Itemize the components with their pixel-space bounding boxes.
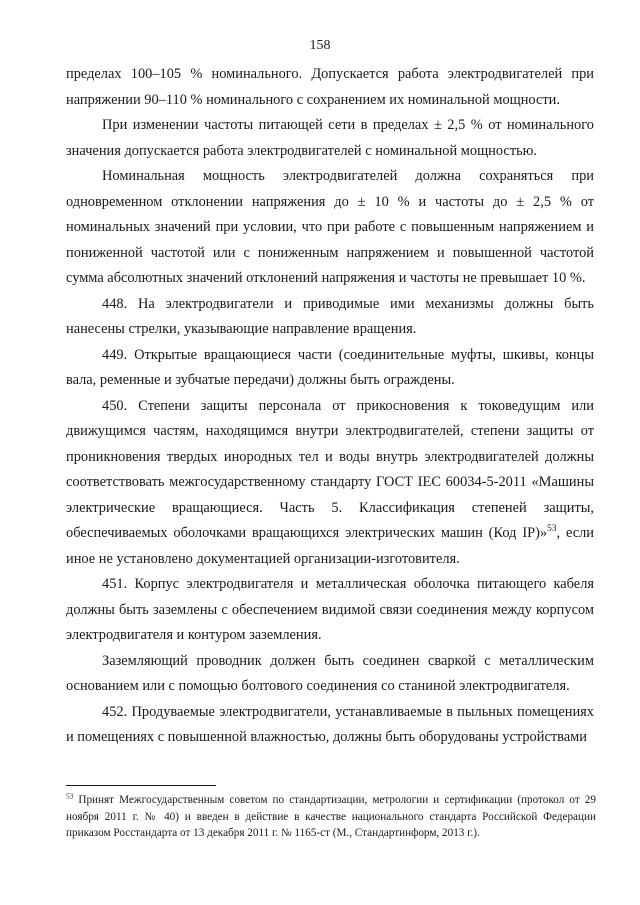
paragraph-grounding: Заземляющий проводник должен быть соединен сваркой с металлическим основанием или с помощью болтового соединения со станиной электродвигателя. — [66, 652, 594, 694]
paragraph-continuation: пределах 100–105 % номинального. Допускается работа электродвигателей при напряжении 90–110 % номинального с сохранением их номинальной мощности. — [66, 66, 594, 108]
paragraph-450-tail: , если иное не установлено документацией организации-изготовителя. — [66, 525, 594, 567]
paragraph-frequency: При изменении частоты питающей сети в пределах ± 2,5 % от номинального значения допускается работа электродвигателей с номинальной мощностью. — [66, 117, 594, 159]
paragraph-452: 452. Продуваемые электродвигатели, устанавливаемые в пыльных помещениях и помещениях с повышенной влажностью, должны быть оборудованы устройствами — [66, 703, 594, 745]
body-text — [66, 62, 594, 751]
paragraph-451: 451. Корпус электродвигателя и металлическая оболочка питающего кабеля должны быть заземлены с обеспечением видимой связи соединения между корпусом электродвигателя и контуром заземления. — [66, 576, 594, 643]
paragraph-450-text: 450. Степени защиты персонала от прикосновения к токоведущим или движущимся частям, находящимся внутри электродвигателей, степени защиты от проникновения твердых инородных тел и воды внутрь электродвигателей должны соответствовать межгосударственному стандарту ГОСТ IEC 60034-5-2011 «Машины электрические вращающиеся. Часть 5. Классификация степеней защиты, обеспечиваемых оболочками вращающихся электрических машин (Код IP)» — [66, 397, 594, 541]
footnote-mark: 53 — [66, 792, 74, 801]
footnote-text: Принят Межгосударственным советом по стандартизации, метрологии и сертификации (протокол от 29 ноября 2011 г. № 40) и введен в действие в качестве национального стандарта Российской Федерации приказом Росстандарта от 13 декабря 2011 г. № 1165-ст (М., Стандартинформ, 2013 г.). — [66, 794, 596, 839]
page-number: 158 — [309, 38, 331, 53]
paragraph-nominal-power: Номинальная мощность электродвигателей должна сохраняться при одновременном отклонении напряжения до ± 10 % и частоты до ± 2,5 % от номинальных значений при условии, что при работе с повышенным напряжением и пониженной частотой или с пониженным напряжением и повышенной частотой сумма абсолютных значений отклонений напряжения и частоты не превышает 10 %. — [66, 168, 594, 286]
paragraph-449: 449. Открытые вращающиеся части (соединительные муфты, шкивы, концы вала, ременные и зубчатые передачи) должны быть ограждены. — [66, 346, 594, 388]
paragraph-448: 448. На электродвигатели и приводимые ими механизмы должны быть нанесены стрелки, указывающие направление вращения. — [66, 295, 594, 337]
footnote-reference: 53 — [547, 524, 557, 535]
paragraph-450 — [66, 394, 594, 573]
footnote — [66, 792, 596, 842]
footnote-divider — [66, 785, 216, 786]
